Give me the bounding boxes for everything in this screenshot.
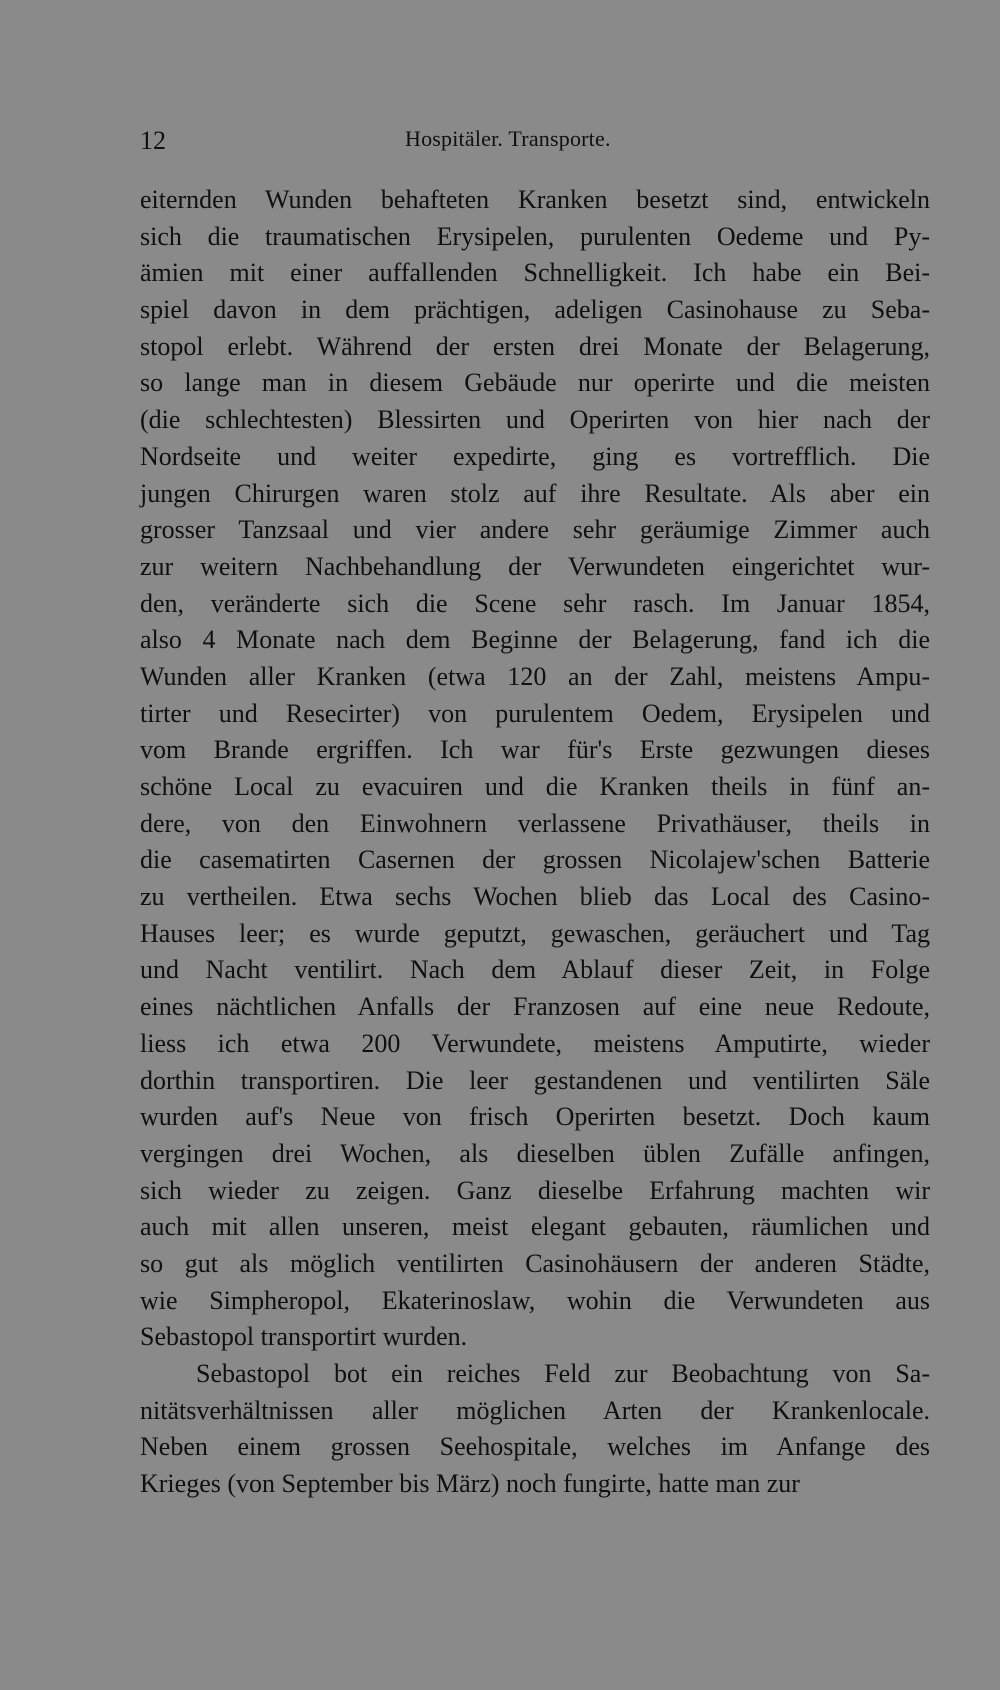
text-line: den, veränderte sich die Scene sehr rasch. Im Januar 1854, <box>140 588 930 618</box>
paragraph <box>140 1356 930 1503</box>
running-head <box>140 126 930 160</box>
paragraph <box>140 182 930 1356</box>
text-line: also 4 Monate nach dem Beginne der Belagerung, fand ich die <box>140 625 930 655</box>
text-line: und Nacht ventilirt. Nach dem Ablauf dieser Zeit, in Folge <box>140 955 930 985</box>
text-line: sich die traumatischen Erysipelen, purulenten Oedeme und Py- <box>140 221 930 251</box>
text-line: Hauses leer; es wurde geputzt, gewaschen, geräuchert und Tag <box>140 918 930 948</box>
text-line: Neben einem grossen Seehospitale, welches im Anfange des <box>140 1432 930 1462</box>
body-text <box>140 182 930 1503</box>
text-line: vom Brande ergriffen. Ich war für's Erste gezwungen dieses <box>140 735 930 765</box>
text-line: so gut als möglich ventilirten Casinohäusern der anderen Städte, <box>140 1248 930 1278</box>
text-line: so lange man in diesem Gebäude nur operirte und die meisten <box>140 368 930 398</box>
text-line: spiel davon in dem prächtigen, adeligen Casinohause zu Seba- <box>140 295 930 325</box>
text-line: schöne Local zu evacuiren und die Kranken theils in fünf an- <box>140 772 930 801</box>
text-line: auch mit allen unseren, meist elegant gebauten, räumlichen und <box>140 1212 930 1242</box>
text-line: zu vertheilen. Etwa sechs Wochen blieb das Local des Casino- <box>140 882 930 912</box>
text-line: (die schlechtesten) Blessirten und Operirten von hier nach der <box>140 405 930 435</box>
text-line: stopol erlebt. Während der ersten drei Monate der Belagerung, <box>140 331 930 361</box>
text-line: eines nächtlichen Anfalls der Franzosen auf eine neue Redoute, <box>140 992 930 1022</box>
text-line: zur weitern Nachbehandlung der Verwundeten eingerichtet wur- <box>140 551 930 581</box>
text-line: dorthin transportiren. Die leer gestandenen und ventilirten Säle <box>140 1065 930 1095</box>
text-line: wurden auf's Neue von frisch Operirten besetzt. Doch kaum <box>140 1102 930 1132</box>
text-line: Nordseite und weiter expedirte, ging es vortrefflich. Die <box>140 441 930 471</box>
text-line: Wunden aller Kranken (etwa 120 an der Zahl, meistens Ampu- <box>140 661 930 691</box>
text-line: liess ich etwa 200 Verwundete, meistens Amputirte, wieder <box>140 1028 930 1058</box>
text-line: Sebastopol transportirt wurden. <box>140 1322 468 1352</box>
text-line: grosser Tanzsaal und vier andere sehr geräumige Zimmer auch <box>140 515 930 545</box>
page-number: 12 <box>140 126 166 155</box>
text-line: sich wieder zu zeigen. Ganz dieselbe Erfahrung machten wir <box>140 1175 930 1205</box>
text-line: wie Simpheropol, Ekaterinoslaw, wohin die Verwundeten aus <box>140 1285 930 1315</box>
text-line: ämien mit einer auffallenden Schnelligkeit. Ich habe ein Bei- <box>140 258 930 288</box>
text-line: tirter und Resecirter) von purulentem Oedem, Erysipelen und <box>140 698 930 728</box>
text-line: jungen Chirurgen waren stolz auf ihre Resultate. Als aber ein <box>140 478 930 508</box>
running-title: Hospitäler. Transporte. <box>405 126 611 151</box>
text-line: Krieges (von September bis März) noch fungirte, hatte man zur <box>140 1469 800 1499</box>
text-line: eiternden Wunden behafteten Kranken besetzt sind, entwickeln <box>140 185 930 214</box>
text-line: die casematirten Casernen der grossen Nicolajew'schen Batterie <box>140 845 930 875</box>
text-line: nitätsverhältnissen aller möglichen Arten der Krankenlocale. <box>140 1395 930 1425</box>
text-line: dere, von den Einwohnern verlassene Privathäuser, theils in <box>140 808 930 838</box>
text-line: Sebastopol bot ein reiches Feld zur Beobachtung von Sa- <box>196 1359 930 1388</box>
text-line: vergingen drei Wochen, als dieselben üblen Zufälle anfingen, <box>140 1138 930 1168</box>
